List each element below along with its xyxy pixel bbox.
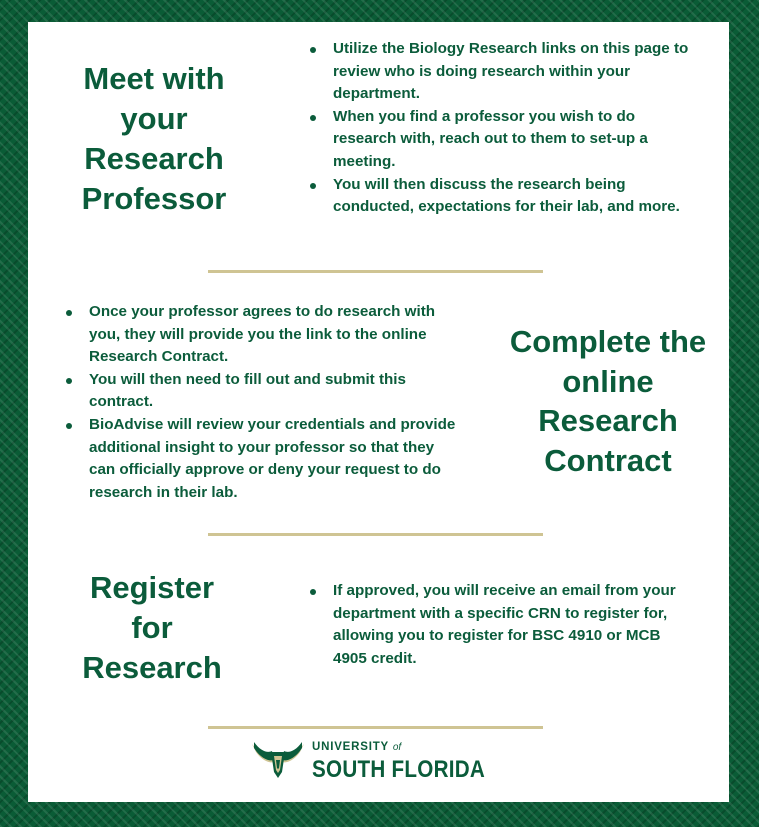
logo-university: UNIVERSITY: [312, 741, 389, 753]
heading-line: Complete the: [509, 324, 707, 359]
heading-line: for: [131, 610, 173, 645]
logo-of: of: [392, 742, 402, 753]
bullet-item: You will then need to fill out and submit this contract.: [64, 369, 464, 414]
heading-line: Research: [84, 141, 224, 176]
heading-line: online: [562, 363, 654, 399]
usf-wordmark: [312, 740, 513, 785]
bullet-list-meet-professor: [308, 38, 698, 219]
heading-meet-professor: [42, 59, 266, 219]
gold-divider: [208, 726, 543, 729]
gold-divider: [208, 270, 543, 273]
heading-line: Professor: [81, 181, 227, 216]
heading-register: [52, 568, 252, 688]
bullet-item: When you find a professor you wish to do research with, reach out to them to set-up a meeting.: [308, 106, 698, 174]
heading-line: Research: [538, 403, 678, 438]
bullet-item: If approved, you will receive an email from your department with a specific CRN to register for, allowing you to register for BSC 4910 or MCB 4905 credit.: [308, 580, 698, 670]
heading-line: Meet with: [83, 61, 225, 96]
heading-research-contract: [493, 322, 723, 480]
heading-line: Register: [89, 570, 215, 605]
heading-line: Contract: [544, 442, 672, 478]
bullet-list-register: [308, 580, 698, 670]
usf-logo: [250, 738, 500, 786]
bullet-item: Utilize the Biology Research links on this page to review who is doing research within your department.: [308, 38, 698, 106]
bullet-item: Once your professor agrees to do research with you, they will provide you the link to the online Research Contract.: [64, 301, 464, 369]
usf-bull-horns-icon: [250, 738, 306, 782]
bullet-item: BioAdvise will review your credentials and provide additional insight to your professor so that they can officially approve or deny your request to do research in their lab.: [64, 414, 464, 504]
heading-line: Research: [82, 650, 222, 685]
bullet-item: You will then discuss the research being conducted, expectations for their lab, and more.: [308, 174, 698, 219]
logo-south-florida: SOUTH FLORIDA: [312, 756, 486, 783]
heading-line: your: [120, 101, 188, 136]
gold-divider: [208, 533, 543, 536]
content-panel: [28, 22, 729, 802]
bullet-list-research-contract: [64, 301, 464, 504]
